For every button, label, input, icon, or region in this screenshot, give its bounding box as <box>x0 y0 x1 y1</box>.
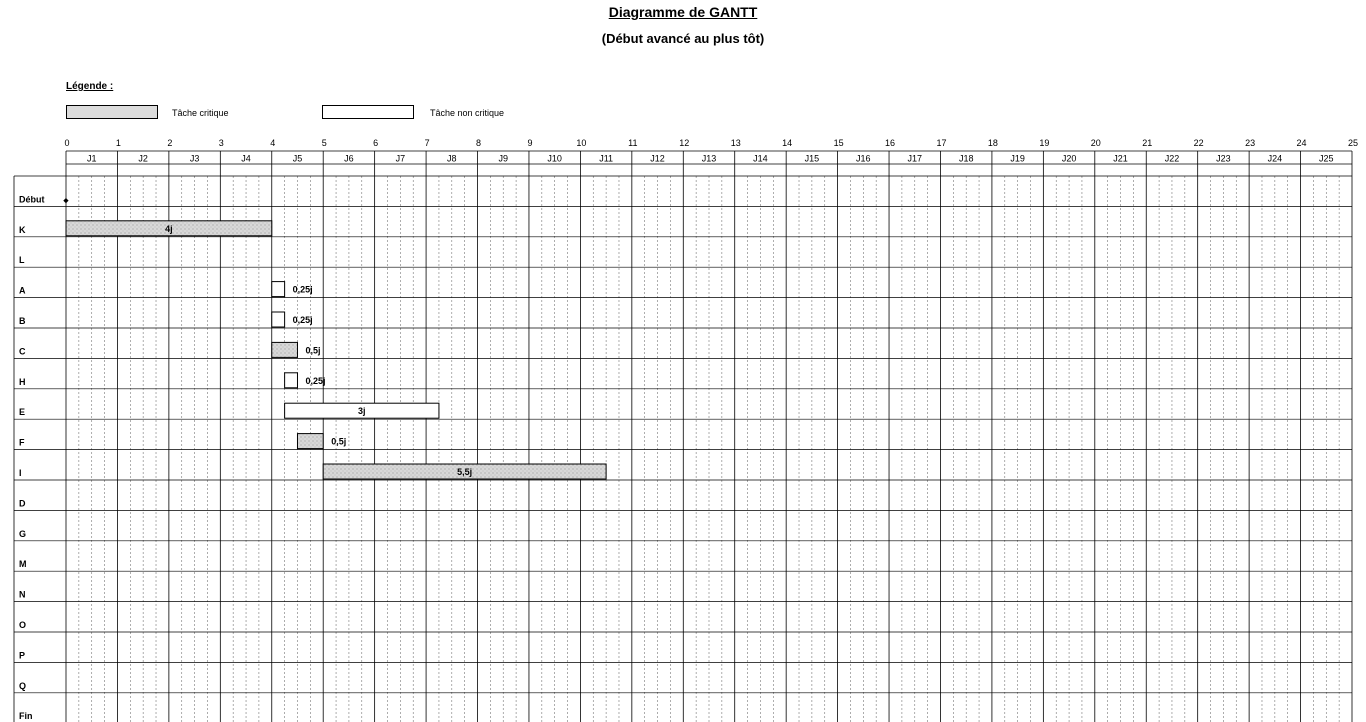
day-label: J6 <box>344 153 354 164</box>
tick-label: 5 <box>321 138 327 148</box>
tick-label: 0 <box>64 138 70 148</box>
task-duration-label: 0,5j <box>305 345 321 356</box>
row-label: E <box>19 407 26 418</box>
day-label: J2 <box>138 153 148 164</box>
tick-label: 3 <box>218 138 224 148</box>
tick-label: 7 <box>424 138 430 148</box>
tick-label: 17 <box>936 138 947 148</box>
day-label: J18 <box>958 153 974 164</box>
day-label: J12 <box>650 153 665 164</box>
day-label: J11 <box>599 153 614 164</box>
task-duration-label: 0,25j <box>292 315 313 325</box>
tick-label: 6 <box>373 138 379 148</box>
day-label: J23 <box>1216 153 1231 164</box>
task-duration-label: 4j <box>165 223 173 234</box>
tick-label: 1 <box>115 138 121 148</box>
tick-label: 22 <box>1193 138 1204 148</box>
task-duration-label: 0,25j <box>305 375 326 386</box>
row-label: G <box>19 528 27 539</box>
tick-label: 10 <box>576 138 587 148</box>
tick-label: 14 <box>782 138 793 148</box>
row-label: L <box>19 255 25 266</box>
task-duration-label: 5,5j <box>457 467 473 477</box>
day-label: J5 <box>292 153 303 164</box>
tick-label: 16 <box>885 138 896 148</box>
day-label: J16 <box>856 153 871 164</box>
tick-label: 4 <box>270 138 276 148</box>
tick-label: 8 <box>476 138 482 148</box>
row-label: N <box>19 589 26 600</box>
day-label: J24 <box>1267 153 1283 164</box>
day-label: J15 <box>804 153 820 164</box>
day-label: J8 <box>447 153 457 164</box>
tick-label: 18 <box>987 138 998 148</box>
day-label: J19 <box>1010 153 1025 164</box>
row-label: I <box>19 468 22 478</box>
tick-label: 12 <box>679 138 690 148</box>
task-duration-label: 0,5j <box>331 436 347 447</box>
row-label: H <box>19 376 26 387</box>
critical-task-bar <box>297 434 323 449</box>
tick-label: 24 <box>1296 138 1307 148</box>
row-label: M <box>19 559 27 570</box>
tick-label: 25 <box>1347 138 1359 148</box>
task-duration-label: 0,25j <box>292 284 313 295</box>
tick-label: 20 <box>1090 138 1101 148</box>
day-label: J3 <box>189 153 200 164</box>
noncritical-task-bar <box>272 312 285 327</box>
row-label: K <box>19 224 26 235</box>
day-label: J13 <box>701 153 717 164</box>
tick-label: 15 <box>833 138 844 148</box>
tick-label: 23 <box>1245 138 1256 148</box>
tick-label: 13 <box>730 138 741 148</box>
start-marker: ◆ <box>63 197 69 205</box>
day-label: J22 <box>1164 153 1180 164</box>
day-label: J7 <box>395 153 406 164</box>
critical-task-bar <box>272 342 298 357</box>
row-label: C <box>19 346 26 357</box>
row-label: F <box>19 437 25 448</box>
tick-label: 21 <box>1142 138 1153 148</box>
row-label: D <box>19 498 26 509</box>
day-label: J20 <box>1061 153 1077 164</box>
chart-title: Diagramme de GANTT <box>608 4 758 20</box>
day-label: J4 <box>241 153 251 164</box>
tick-label: 2 <box>167 138 173 148</box>
day-label: J21 <box>1113 153 1128 164</box>
row-label: B <box>19 316 26 326</box>
task-duration-label: 3j <box>358 406 366 417</box>
row-label: P <box>19 650 26 661</box>
tick-label: 19 <box>1039 138 1050 148</box>
row-label: Q <box>19 680 27 691</box>
row-label: A <box>19 285 26 296</box>
day-label: J10 <box>547 153 562 164</box>
tick-label: 11 <box>628 138 638 148</box>
noncritical-task-bar <box>285 373 298 388</box>
legend-critical-label: Tâche critique <box>172 108 229 118</box>
day-label: J14 <box>753 153 768 164</box>
legend-title: Légende : <box>66 81 114 92</box>
noncritical-task-bar <box>272 282 285 297</box>
day-label: J9 <box>498 153 508 164</box>
chart-subtitle: (Début avancé au plus tôt) <box>601 31 765 46</box>
row-label: O <box>19 620 27 630</box>
tick-label: 9 <box>527 138 533 148</box>
day-label: J1 <box>86 153 97 164</box>
row-label: Début <box>19 194 45 205</box>
row-label: Fin <box>19 711 33 722</box>
legend-noncritical-label: Tâche non critique <box>430 108 505 118</box>
day-label: J25 <box>1319 153 1334 164</box>
day-label: J17 <box>907 153 923 164</box>
